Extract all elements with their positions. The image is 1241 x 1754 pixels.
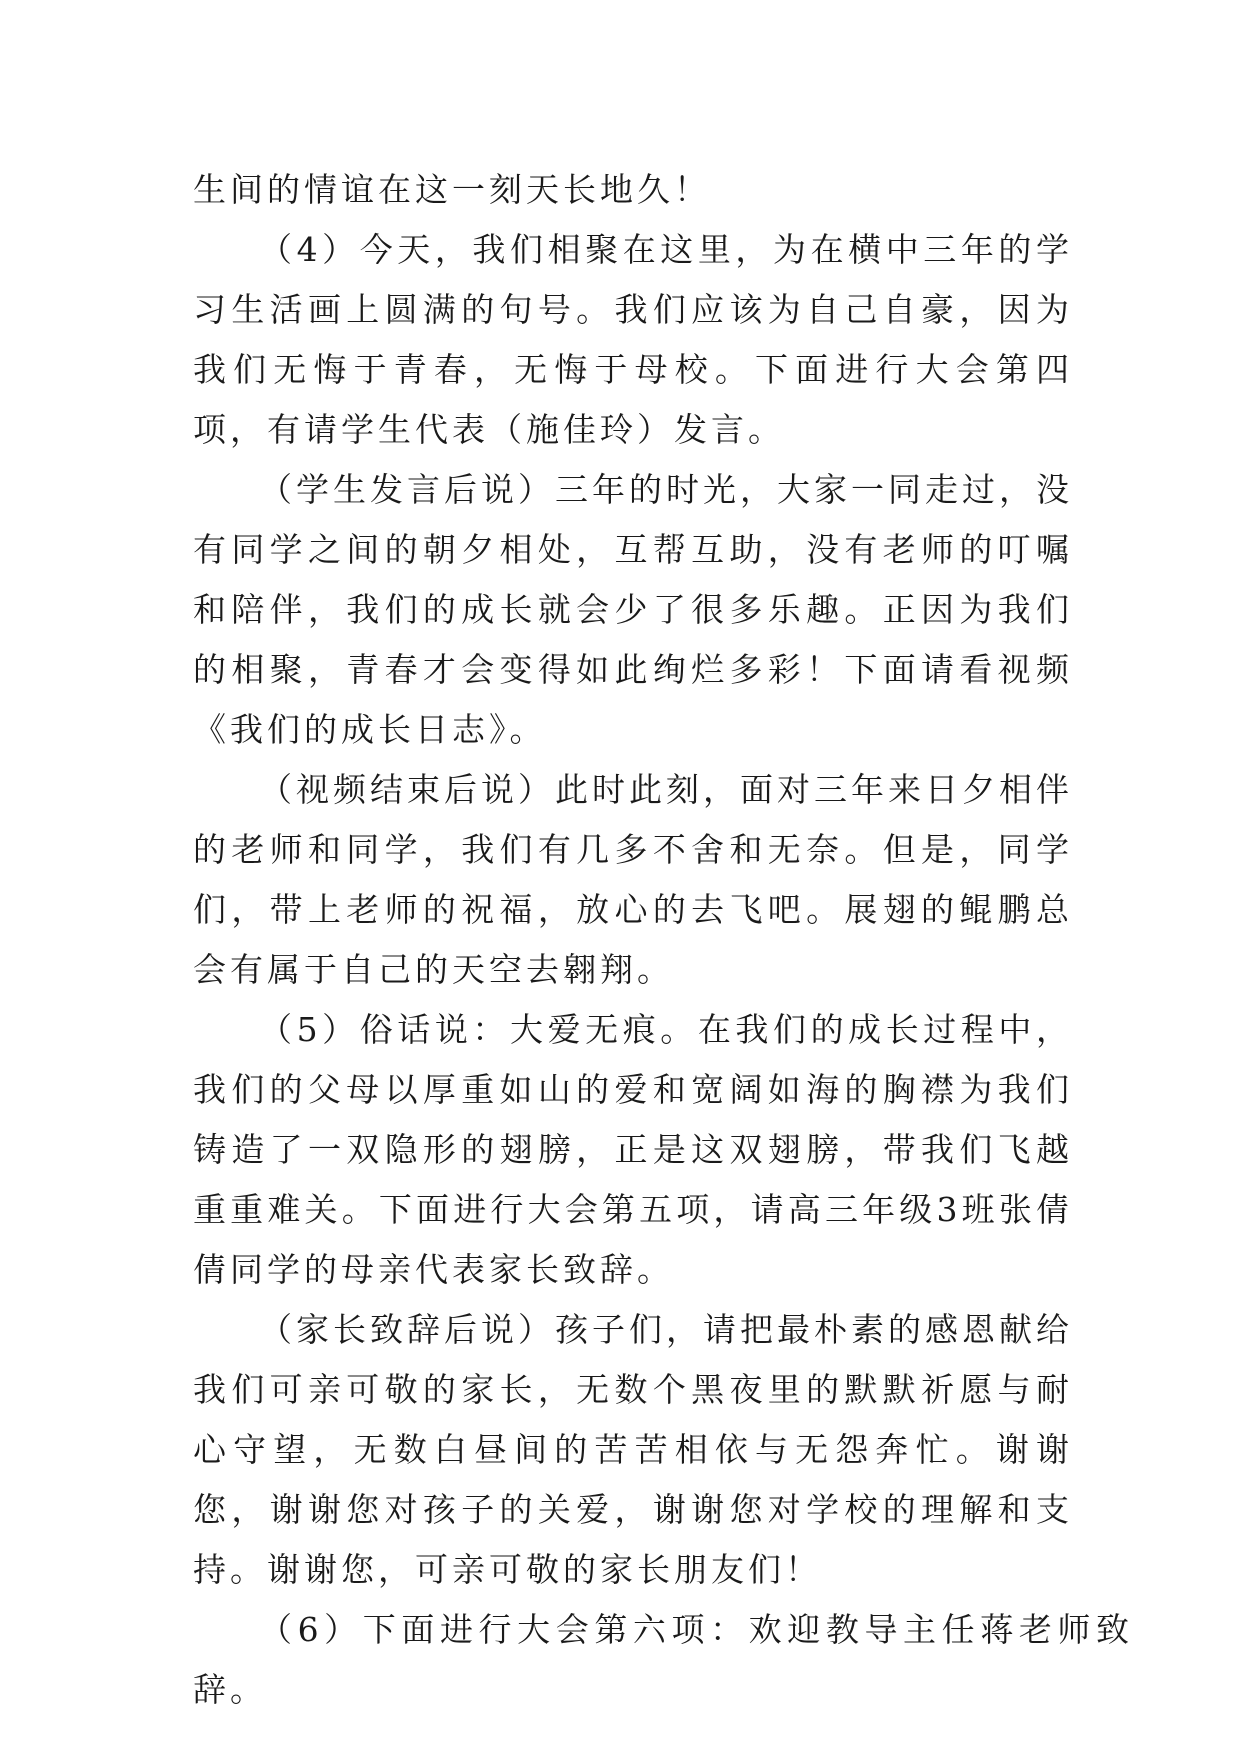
paragraph-after-student-speech: （学生发言后说）三年的时光，大家一同走过，没有同学之间的朝夕相处，互帮互助，没有老师的叮嘱和陪伴，我们的成长就会少了很多乐趣。正因为我们的相聚，青春才会变得如此绚烂多彩！下面请看视频《我们的成长日志》。 <box>193 470 1073 749</box>
paragraph-after-parent-speech: （家长致辞后说）孩子们，请把最朴素的感恩献给我们可亲可敬的家长，无数个黑夜里的默默祈愿与耐心守望，无数白昼间的苦苦相依与无怨奔忙。谢谢您，谢谢您对孩子的关爱，谢谢您对学校的理解和支持。谢谢您，可亲可敬的家长朋友们！ <box>193 1310 1073 1589</box>
document-body <box>193 160 1133 1720</box>
paragraph-item-5: （5）俗话说：大爱无痕。在我们的成长过程中，我们的父母以厚重如山的爱和宽阔如海的胸襟为我们铸造了一双隐形的翅膀，正是这双翅膀，带我们飞越重重难关。下面进行大会第五项，请高三年级3班张倩倩同学的母亲代表家长致辞。 <box>193 1010 1073 1289</box>
paragraph-item-4: （4）今天，我们相聚在这里，为在横中三年的学习生活画上圆满的句号。我们应该为自己自豪，因为我们无悔于青春，无悔于母校。下面进行大会第四项，有请学生代表（施佳玲）发言。 <box>193 230 1073 449</box>
paragraph-after-video: （视频结束后说）此时此刻，面对三年来日夕相伴的老师和同学，我们有几多不舍和无奈。但是，同学们，带上老师的祝福，放心的去飞吧。展翅的鲲鹏总会有属于自己的天空去翱翔。 <box>193 770 1073 989</box>
paragraph-continuation: 生间的情谊在这一刻天长地久！ <box>193 170 711 209</box>
paragraph-item-6: （6）下面进行大会第六项：欢迎教导主任蒋老师致辞。 <box>193 1610 1133 1709</box>
